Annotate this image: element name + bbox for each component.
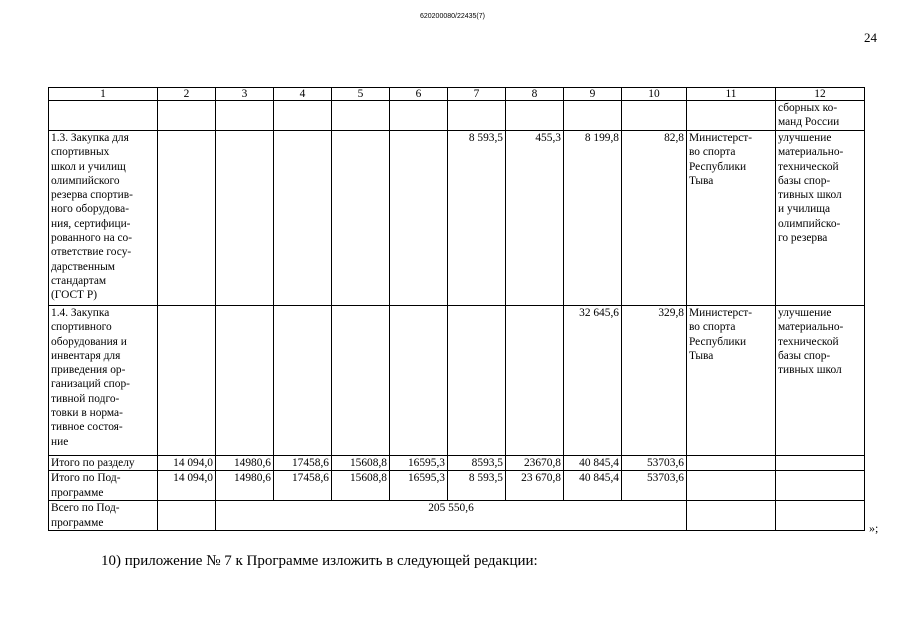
value-cell: 16595,3 — [390, 471, 448, 501]
value-cell: 40 845,4 — [564, 471, 622, 501]
value-cell — [390, 101, 448, 131]
header-cell: 11 — [687, 88, 776, 101]
value-cell: 53703,6 — [622, 456, 687, 471]
value-cell: 53703,6 — [622, 471, 687, 501]
value-cell — [332, 131, 390, 306]
row-name-cell: 1.3. Закупка для спортивных школ и училищ олимпийского резерва спортив- ного оборудова- ния, сертифици- рованного на со- ответствие госу- дарственным стандартам (ГОСТ Р) — [49, 131, 158, 306]
closing-quote: »; — [869, 521, 879, 535]
value-cell: 8 593,5 — [448, 471, 506, 501]
empty-cell — [158, 501, 216, 531]
row-name-cell — [49, 101, 158, 131]
header-cell: 5 — [332, 88, 390, 101]
value-cell — [274, 306, 332, 456]
value-cell: 82,8 — [622, 131, 687, 306]
value-cell — [158, 131, 216, 306]
value-cell: 32 645,6 — [564, 306, 622, 456]
value-cell: 16595,3 — [390, 456, 448, 471]
responsible-cell — [687, 456, 776, 471]
amendment-paragraph: 10) приложение № 7 к Программе изложить в следующей редакции: — [101, 553, 538, 569]
value-cell: 15608,8 — [332, 471, 390, 501]
row-name-cell: 1.4. Закупка спортивного оборудования и инвентаря для приведения ор- ганизаций спор- тивной подго- товки в норма- тивное состоя- ние — [49, 306, 158, 456]
responsible-cell — [687, 101, 776, 131]
value-cell — [216, 101, 274, 131]
header-cell: 8 — [506, 88, 564, 101]
value-cell: 17458,6 — [274, 471, 332, 501]
value-cell: 14 094,0 — [158, 456, 216, 471]
result-cell — [776, 471, 865, 501]
row-name-cell: Итого по Под- программе — [49, 471, 158, 501]
responsible-cell: Министерст- во спорта Республики Тыва — [687, 131, 776, 306]
page-number: 24 — [864, 30, 877, 45]
header-cell: 1 — [49, 88, 158, 101]
table-row — [49, 456, 865, 471]
value-cell — [506, 101, 564, 131]
value-cell — [216, 131, 274, 306]
header-cell: 7 — [448, 88, 506, 101]
value-cell — [158, 306, 216, 456]
value-cell: 23 670,8 — [506, 471, 564, 501]
header-cell: 6 — [390, 88, 448, 101]
value-cell — [506, 306, 564, 456]
value-cell — [390, 306, 448, 456]
responsible-cell — [687, 471, 776, 501]
header-cell: 12 — [776, 88, 865, 101]
subprogram-table — [48, 87, 865, 531]
value-cell: 329,8 — [622, 306, 687, 456]
total-row — [49, 501, 865, 531]
value-cell: 14980,6 — [216, 456, 274, 471]
header-cell: 4 — [274, 88, 332, 101]
value-cell — [564, 101, 622, 131]
responsible-cell: Министерст- во спорта Республики Тыва — [687, 306, 776, 456]
table-row — [49, 101, 865, 131]
result-cell: улучшение материально- технической базы спор- тивных школ — [776, 306, 865, 456]
empty-cell — [687, 501, 776, 531]
value-cell — [622, 101, 687, 131]
value-cell — [158, 101, 216, 131]
header-cell: 3 — [216, 88, 274, 101]
total-value-cell: 205 550,6 — [216, 501, 687, 531]
table-row — [49, 306, 865, 456]
value-cell — [448, 306, 506, 456]
value-cell — [448, 101, 506, 131]
header-cell: 2 — [158, 88, 216, 101]
header-cell: 9 — [564, 88, 622, 101]
table-row — [49, 471, 865, 501]
empty-cell — [776, 501, 865, 531]
value-cell: 14980,6 — [216, 471, 274, 501]
value-cell — [274, 101, 332, 131]
value-cell: 40 845,4 — [564, 456, 622, 471]
table-row — [49, 131, 865, 306]
value-cell: 23670,8 — [506, 456, 564, 471]
value-cell — [274, 131, 332, 306]
value-cell: 8 593,5 — [448, 131, 506, 306]
result-cell — [776, 456, 865, 471]
value-cell — [216, 306, 274, 456]
value-cell: 17458,6 — [274, 456, 332, 471]
result-cell: улучшение материально- технической базы спор- тивных школ и училища олимпийско- го резерва — [776, 131, 865, 306]
value-cell: 15608,8 — [332, 456, 390, 471]
header-cell: 10 — [622, 88, 687, 101]
document-code: 620200080/22435(7) — [419, 13, 485, 20]
value-cell — [390, 131, 448, 306]
row-name-cell: Всего по Под- программе — [49, 501, 158, 531]
value-cell: 455,3 — [506, 131, 564, 306]
value-cell — [332, 306, 390, 456]
value-cell: 14 094,0 — [158, 471, 216, 501]
table-header-row — [49, 88, 865, 101]
row-name-cell: Итого по разделу — [49, 456, 158, 471]
result-cell: сборных ко- манд России — [776, 101, 865, 131]
value-cell: 8 199,8 — [564, 131, 622, 306]
value-cell — [332, 101, 390, 131]
value-cell: 8593,5 — [448, 456, 506, 471]
